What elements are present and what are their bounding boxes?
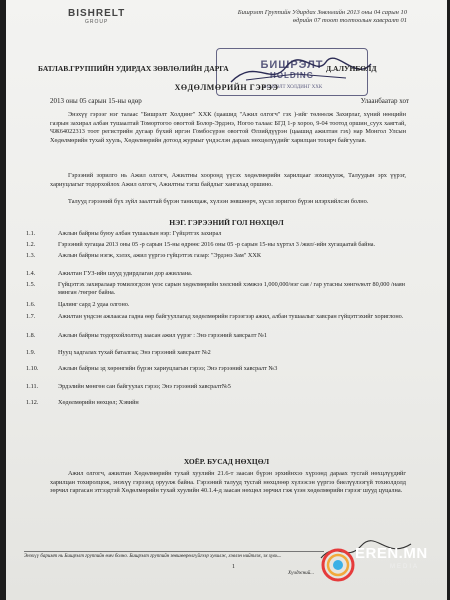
term-number: 1.6.	[26, 301, 36, 308]
term-text: Эрдэлийн мөнгөн сан байгуулах гэрээ; Энэ гэрээний хавсралт№5	[58, 383, 231, 390]
footer-sign-label: Хүчдэсний...	[288, 571, 314, 576]
section1-title: НЭГ. ГЭРЭЭНИЙ ГОЛ НӨХЦӨЛ	[169, 218, 284, 227]
term-number: 1.9.	[26, 349, 36, 356]
stamp-line2: HOLDING	[270, 71, 314, 80]
logo-sub: GROUP	[84, 19, 109, 25]
document-title: ХӨДӨЛМӨРИЙН ГЭРЭЭ	[174, 83, 279, 92]
eren-logo-icon	[316, 532, 450, 598]
company-logo	[68, 8, 125, 25]
term-text: Гэрээний хугацаа 2013 оны 05 -р сарын 15-ны өдрөөс 2016 оны 05 -р сарын 15-ны хүртэл 3 /жил/-ийн хугацаатай байна.	[58, 241, 376, 248]
term-text: Цалинг сард 2 удаа олгоно.	[58, 301, 130, 308]
term-text: Ажлын байрны нэгж, хэлэх, ажил үүргээ гүйцэтгэх газар: "Эрдэнэ Зам" ХХК	[58, 252, 261, 259]
watermark-sub: MEDIA	[390, 564, 420, 570]
term-text: Ажлын байрны тодорхойлолтод заасан ажил үүрэг : Энэ гэрээний хавсралт №1	[58, 332, 267, 339]
document-page	[6, 0, 447, 600]
section2-title: ХОЁР. БУСАД НӨХЦӨЛ	[183, 457, 270, 466]
approver-name: Д.АЛУНБОЛД	[326, 64, 377, 73]
footer-note: Энэхүү баримт нь Бишрэлт группийн өмч болно. Бишрэлт группийн зөвшөөрөлгүйгээр хувилж, хэвлэн нийтлэх, эх хувь...	[24, 551, 324, 559]
section2-paragraph: Ажил олгогч, ажилтан Хөдөлмөрийн тухай хуулийн 21.6-т заасан бүрэн эрхийнхээ хүрээнд дараах тусгай нөхцлүүдийг харилцан тохиролцож, энэхүү гэрээнд оруулж байна. Гэрээний талууд тусгай нөхцлөөр хүлээсэн үүргээ биелүүлээгүй тохиолдолд зөрчил гаргасан этгээдтэй Хөдөлмөрийн тухай хуулийн 40.1.4-д заасан нөхцөл зөрчил гэж үзэн хөдөлмөрийн гэрээг шууд цуцална.	[50, 470, 406, 495]
term-text: Хөдөлмөрийн нөхцөл; Хэвийн	[58, 399, 139, 406]
approval-org-line: БАТЛАВ.ГРУППИЙН УДИРДАХ ЗӨВЛӨЛИЙН ДАРГА	[38, 64, 229, 73]
logo-name: BISHRELT	[68, 8, 126, 19]
term-number: 1.3.	[26, 252, 36, 259]
page-number: 1	[232, 564, 235, 570]
term-text: Ажилтан ГУЗ-ийн шууд удирдлаган дор ажиллана.	[58, 270, 193, 277]
agreement-paragraph: Талууд гэрээний бүх зүйл заалттай бүрэн танилцаж, хүлээн зөвшөөрч, хүсэл зоригоо бүрэн илэрхийлсэн болно.	[68, 198, 369, 205]
header-note: Бишрэлт Группийн Удирдах Зөвлөлийн 2013 оны 04 сарын 10 өдрийн 07 тоот тогтоолын хавсралт 01	[237, 9, 407, 24]
term-text: Нууц хадгалах тухай баталгаа; Энэ гэрээний хавсралт №2	[58, 349, 211, 356]
watermark-text: EREN.MN	[355, 545, 428, 562]
stamp-line1: БИШРЭЛТ	[260, 59, 324, 71]
term-text: Гүйцэтгэх захиралаар томилогдсон үеэс сарын хөдөлмөрийн хөлсний хэмжээ 1,000,000/нэг сая / гар утасны хөнгөлөлт 80,000 /наян мянган /төгрөг байна.	[58, 281, 405, 296]
purpose-paragraph: Гэрээний зорилго нь Ажил олгогч, Ажилтны хооронд үүсэх хөдөлмөрийн харилцааг зохицуулж, Талуудын эрх үүрэг, хариуцлагыг тодорхойлох Ажил олгогч, Ажилтны тэгш байдлыг хангахад оршино.	[50, 172, 406, 188]
contract-date: 2013 оны 05 сарын 15-ны өдөр	[50, 97, 142, 105]
contract-city: Улаанбаатар хот	[360, 97, 409, 105]
term-number: 1.1.	[26, 230, 36, 237]
term-number: 1.10.	[26, 365, 39, 372]
term-number: 1.8.	[26, 332, 36, 339]
term-number: 1.11.	[26, 383, 39, 390]
term-number: 1.7.	[26, 313, 36, 320]
term-number: 1.2.	[26, 241, 36, 248]
term-text: Ажлын байрны буюу албан тушаалын нэр: Гүйцэтгэх захирал	[58, 230, 222, 237]
term-text: Ажлын байрны эд хөрөнгийн бүрэн хариуцлагын гэрээ; Энэ гэрээний хавсралт №3	[58, 365, 278, 372]
term-number: 1.4.	[26, 270, 36, 277]
intro-paragraph: Энэхүү гэрээг нэг талаас "Бишрэлт Холдинг" ХХК (цаашид "Ажил олгогч" гэх )-ийг төлөөлж Захирлаг, хүний нөөцийн газрын захирал албан тушаалтай Томортогоо овогтой Болор-Эрдэнэ, Ногоо талаас БГД 1-р хороо, 9-04 тоотод оршин_суух хаягтай, ЧЖ64022313 тоот регистрийн дугаар бүхий иргэн Гомбосүрэн овогтой Өлзийдүүрэн (цаашид ажилтан гэх) нар Монгол Улсын Хөдөлмөрийн тухай хууль, Хөдөлмөрийн дотоод журмыг үндэслэн дараах нөхцөлүүдийг харилцан тохирч байгуулав.	[50, 111, 406, 144]
term-text: Ажилтан үндсэн ажлаасаа гадна өөр байгууллагад хөдөлмөрийн гэрээгээр ажил, албан тушаалыг хавсран гүйцэтгэхийг хориглоно.	[58, 313, 404, 320]
term-number: 1.5.	[26, 281, 36, 288]
term-number: 1.12.	[26, 399, 39, 406]
stamp-line3: БИШРЭЛТ ХОЛДИНГ ХХК	[261, 85, 323, 90]
